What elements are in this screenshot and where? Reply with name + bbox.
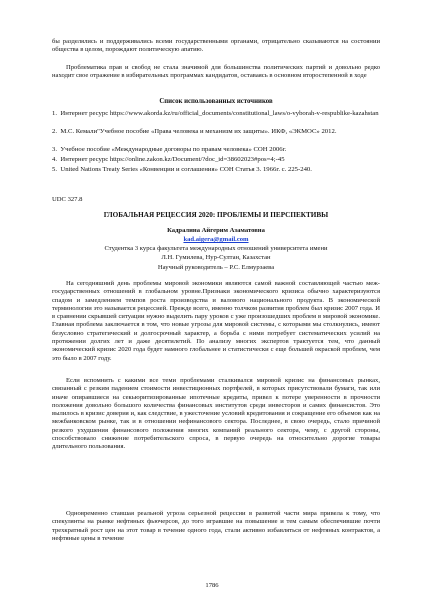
source-text: Учебное пособие «Международные договоры по правам человека» СОН 2006г. (60, 146, 287, 153)
source-item-2 (52, 128, 380, 136)
body-paragraph-3: Одновременно ставшая реальной угроза серьезной рецессии в развитой части мира привела к тому, что спекулянты на рынке нефтяных фьючерсов, до того игравшие на повышение и тем самым обеспечившие почти трехкратный рост цен на этот товар в течение одного года, стали активно избавляться от нефтяных контрактов, а нефтяные цены в течение (52, 510, 380, 542)
body-paragraph-1: На сегодняшний день проблемы мировой экономики являются самой важной составляющей частью меж-государственных отношений в глобальном уровне.Признаки экономического кризиса обычно характеризуются спадом и замедлением темпов роста производства и валового национального продукта. В экономической терминологии это называется рецессией. Прежде всего, именно толчком развития проблем был кризис 2007 года. И в сравнении скрывшей ситуации нужно выделить пару уроков с уже произошедших проблем в мировой экономике. Главная проблема заключается в том, что новые угрозы для мировой системы, с которыми мы столкнулись, имеют безусловно стратегический и долгосрочный характер, а борьба с ними потребует систематических усилий на протяжении долгих лет и даже десятилетий. По анализу многих экспертов трактуется тем, что данный экономический кризис 2020 года будет намного глобальнее и статистически с еще большей окраской проблем, чем это было в 2007 году. (52, 280, 380, 362)
continuation-paragraph: бы разделялись и поддерживались всеми государственными органами, отрицательно сказываются на состоянии общества в целом, порождают политическую апатию. (52, 38, 380, 54)
advisor-line: Научный руководитель – Р.С. Елмурзаева (157, 264, 275, 271)
email-link[interactable]: kad.aigera@gmail.com (183, 236, 249, 243)
source-text: Интернет ресурс https://www.akorda.kz/ru/official_documents/constitutional_laws/o-vyborah-v-respublike-kazahstan (60, 110, 379, 117)
source-item-4 (52, 156, 380, 164)
source-num: 3. (52, 146, 58, 153)
author-email[interactable] (52, 236, 380, 244)
author-name: Кадралина Айгерим Азаматовна (167, 227, 265, 234)
udc-code: UDC 327.8 (52, 196, 83, 203)
source-item-5 (52, 166, 380, 174)
source-num: 4. (52, 156, 58, 163)
source-text: М.С. Кемали"Учебное пособие «Права человека и механизм их защиты». ИКФ, «ЭКМОС» 2012. (60, 128, 337, 135)
source-text: United Nations Treaty Series «Конвенции и соглашения» СОН Статья 3. 1966г. с. 225-240. (60, 166, 312, 173)
source-num: 1. (52, 110, 58, 117)
source-item-1 (52, 110, 380, 118)
source-item-3 (52, 146, 380, 154)
article-title: ГЛОБАЛЬНАЯ РЕЦЕССИЯ 2020: ПРОБЛЕМЫ И ПЕРСПЕКТИВЫ (103, 211, 329, 219)
affiliation-line-2: Л.Н. Гумилева, Нур-Султан, Казахстан (161, 254, 271, 261)
page-number: 1786 (205, 582, 219, 589)
source-num: 5. (52, 166, 58, 173)
paragraph-parties: Проблематика прав и свобод не стала значимой для большинства политических партий и довольно редко находит свое отражение в избирательных программах кандидатов, оставаясь в основном второстепенной в ходе (52, 64, 380, 80)
body-paragraph-2: Если вспомнить с какими все теми проблемами сталкивался мировой кризис на финансовых рынках, связанный с резким падением стоимости инвестиционных портфелей, в которых присутствовали бумаги, так или иначе опиравшиеся на секьюритизированные ипотечные кредиты, привел к потере уверенности в прочности положения довольно большого количества финансовых институтов среди инвесторов и самих финансистов. Это вылилось в кризис доверия и, как следствие, в ужесточение условий кредитования и сокращение его объемов как на межбанковском рынке, так и в отношении нефинансового сектора. Последнее, в свою очередь, стало причиной резкого ухудшения финансового положения многих компаний реального сектора, чему, с другой стороны, способствовало снижение потребительского спроса, в первую очередь на относительно дорогие товары длительного пользования. (52, 377, 380, 451)
source-num: 2. (52, 128, 58, 135)
affiliation-line-1: Студентка 3 курса факультета международных отношений университета имени (104, 245, 328, 252)
source-text: Интернет ресурс https://online.zakon.kz/Document/?doc_id=38602023#pos=4;-45 (60, 156, 285, 163)
sources-heading: Список использованных источников (159, 98, 273, 105)
